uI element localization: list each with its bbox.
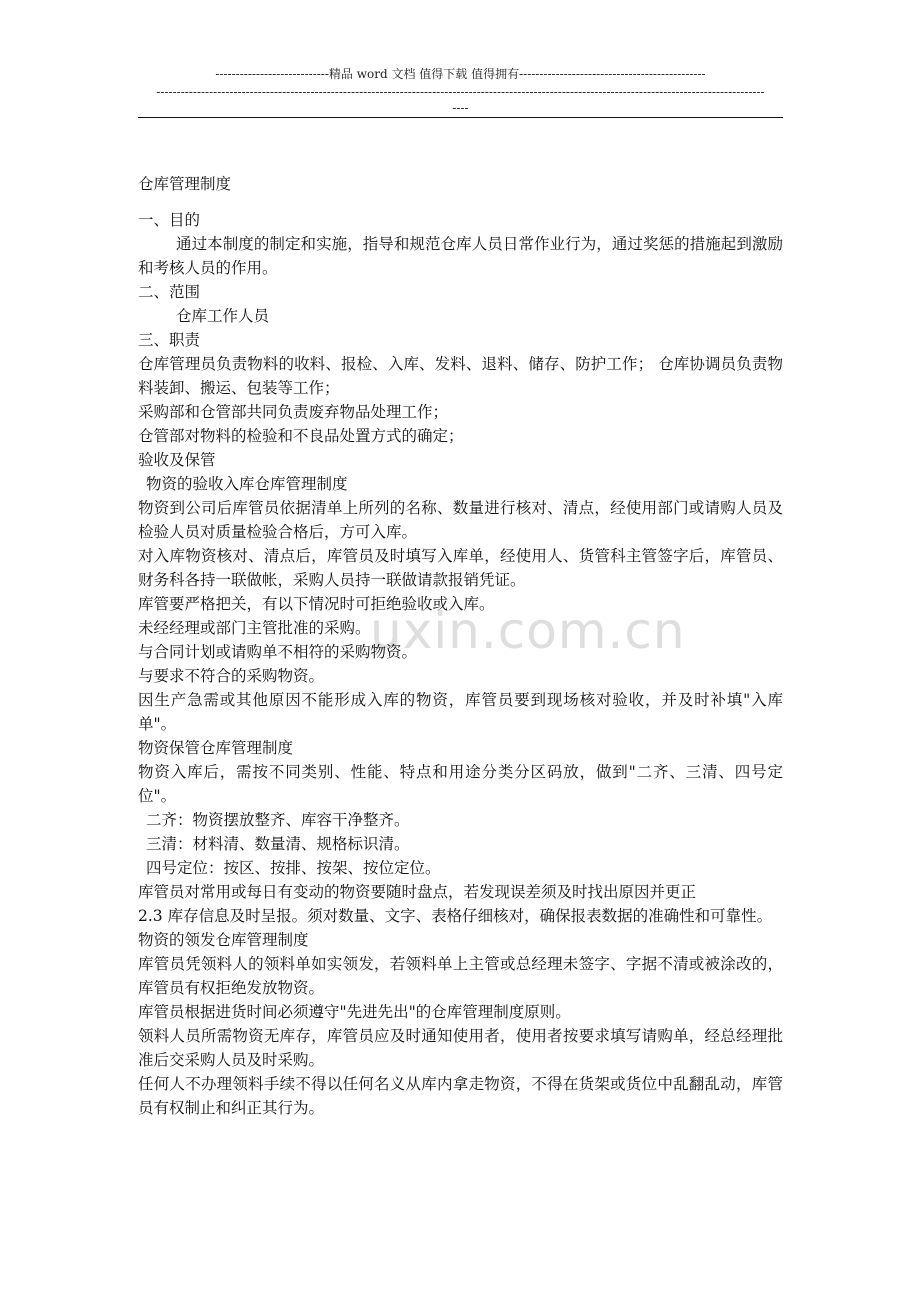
document-body: [138, 172, 783, 1120]
document-title: 仓库管理制度: [138, 175, 232, 193]
section-heading: 一、目的: [138, 211, 201, 229]
paragraph: 物资到公司后库管员依据清单上所列的名称、数量进行核对、清点，经使用部门或请购人员及检验人员对质量检验合格后，方可入库。: [138, 499, 783, 541]
paragraph: 采购部和仓管部共同负责废弃物品处理工作；: [138, 403, 449, 421]
paragraph: 仓库工作人员: [176, 307, 270, 325]
header-line-tail: ----: [452, 101, 469, 115]
watermark: uxin.com.cn: [370, 602, 686, 660]
paragraph: 三清：材料清、数量清、规格标识清。: [146, 835, 410, 853]
paragraph: 物资入库后，需按不同类别、性能、特点和用途分类分区码放，做到"二齐、三清、四号定位"。: [138, 763, 783, 805]
subsection-heading: 物资的验收入库仓库管理制度: [146, 475, 348, 493]
subsection-heading: 物资的领发仓库管理制度: [138, 931, 309, 949]
header-line-top: ----------------------------精品 word 文档 值得下载 值得拥有----------------------------------------------: [215, 67, 706, 81]
paragraph: 未经经理或部门主管批准的采购。: [138, 619, 371, 637]
header-line-dashes: ------------------------------------------------------------------------------------------------------------------------------------------------------: [156, 85, 765, 99]
section-heading: 二、范围: [138, 283, 201, 301]
paragraph: 库管员凭领料人的领料单如实领发，若领料单上主管或总经理未签字、字据不清或被涂改的，库管员有权拒绝发放物资。: [138, 955, 783, 997]
paragraph: 库管要严格把关，有以下情况时可拒绝验收或入库。: [138, 595, 495, 613]
paragraph: 通过本制度的制定和实施，指导和规范仓库人员日常作业行为，通过奖惩的措施起到激励和考核人员的作用。: [138, 235, 783, 277]
paragraph: 与要求不符合的采购物资。: [138, 667, 325, 685]
paragraph: 四号定位：按区、按排、按架、按位定位。: [146, 859, 441, 877]
header-rule: [138, 117, 783, 118]
paragraph: 与合同计划或请购单不相符的采购物资。: [138, 643, 418, 661]
paragraph: 2.3 库存信息及时呈报。须对数量、文字、表格仔细核对，确保报表数据的准确性和可靠性。: [138, 907, 773, 925]
paragraph: 仓库管理员负责物料的收料、报检、入库、发料、退料、储存、防护工作； 仓库协调员负责物料装卸、搬运、包装等工作；: [138, 355, 783, 397]
paragraph: 库管员对常用或每日有变动的物资要随时盘点，若发现误差须及时找出原因并更正: [138, 883, 697, 901]
paragraph: 领料人员所需物资无库存，库管员应及时通知使用者，使用者按要求填写请购单，经总经理批准后交采购人员及时采购。: [138, 1027, 783, 1069]
paragraph: 对入库物资核对、清点后，库管员及时填写入库单，经使用人、货管科主管签字后，库管员、财务科各持一联做帐，采购人员持一联做请款报销凭证。: [138, 547, 783, 589]
paragraph: 任何人不办理领料手续不得以任何名义从库内拿走物资，不得在货架或货位中乱翻乱动，库管员有权制止和纠正其行为。: [138, 1075, 783, 1117]
paragraph: 仓管部对物料的检验和不良品处置方式的确定；: [138, 427, 464, 445]
section-heading: 三、职责: [138, 331, 201, 349]
section-heading: 验收及保管: [138, 451, 216, 469]
subsection-heading: 物资保管仓库管理制度: [138, 739, 294, 757]
paragraph: 因生产急需或其他原因不能形成入库的物资，库管员要到现场核对验收，并及时补填"入库单"。: [138, 691, 783, 733]
paragraph: 库管员根据进货时间必须遵守"先进先出"的仓库管理制度原则。: [138, 1003, 571, 1021]
paragraph: 二齐：物资摆放整齐、库容干净整齐。: [146, 811, 410, 829]
